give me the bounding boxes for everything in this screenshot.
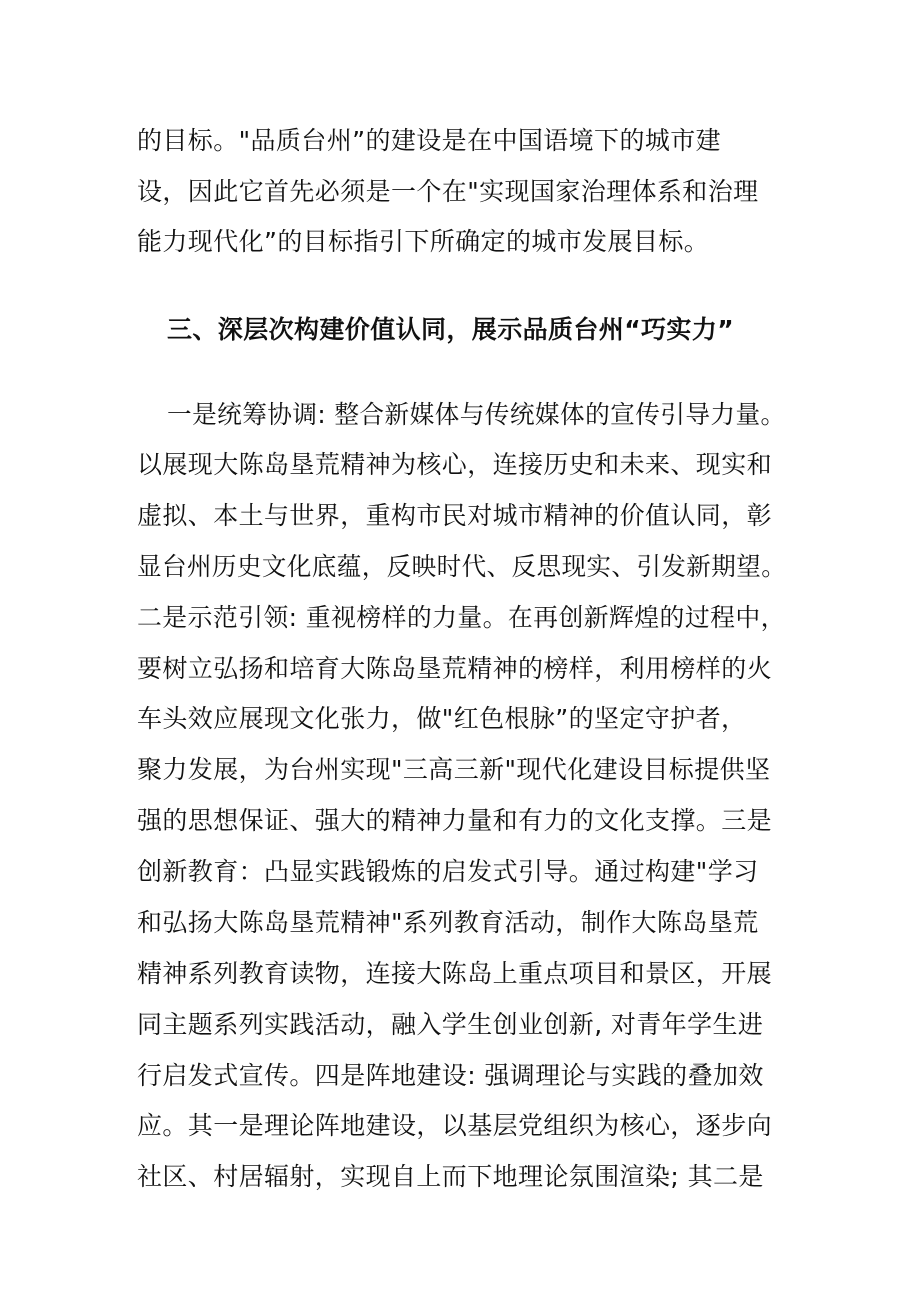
paragraph-2-line-7: 车头效应展现文化张力，做"红色根脉”的坚定守护者，: [137, 704, 747, 733]
paragraph-2-line-14: 行启发式宣传。四是阵地建设: 强调理论与实践的叠加效: [137, 1061, 764, 1090]
paragraph-2-line-3: 虚拟、本土与世界，重构市民对城市精神的价值认同，彰: [137, 501, 773, 530]
paragraph-2-line-6: 要树立弘扬和培育大陈岛垦荒精神的榜样，利用榜样的火: [137, 654, 773, 683]
paragraph-1-line-1: 的目标。"品质台州”的建设是在中国语境下的城市建: [137, 126, 722, 155]
paragraph-2-line-5: 二是示范引领: 重视榜样的力量。在再创新辉煌的过程中，: [137, 603, 786, 632]
paragraph-2-line-12: 精神系列教育读物，连接大陈岛上重点项目和景区，开展: [137, 959, 773, 988]
paragraph-2-line-8: 聚力发展，为台州实现"三高三新"现代化建设目标提供坚: [137, 755, 771, 784]
paragraph-2-line-16: 社区、村居辐射，实现自上而下地理论氛围渲染; 其二是: [137, 1162, 764, 1191]
paragraph-2-line-2: 以展现大陈岛垦荒精神为核心，连接历史和未来、现实和: [137, 450, 773, 479]
paragraph-2-line-13: 同主题系列实践活动，融入学生创业创新, 对青年学生进: [137, 1010, 764, 1039]
section-heading: 三、深层次构建价值认同，展示品质台州“巧实力”: [167, 315, 735, 344]
paragraph-2-line-10: 创新教育：凸显实践锻炼的启发式引导。通过构建"学习: [137, 857, 759, 886]
paragraph-1-line-2: 设，因此它首先必须是一个在"实现国家治理体系和治理: [137, 177, 759, 206]
paragraph-2-line-4: 显台州历史文化底蕴，反映时代、反思现实、引发新期望。: [137, 552, 787, 581]
paragraph-2-line-1: 一是统筹协调: 整合新媒体与传统媒体的宣传引导力量。: [167, 400, 786, 429]
paragraph-2-line-9: 强的思想保证、强大的精神力量和有力的文化支撑。三是: [137, 806, 773, 835]
paragraph-2-line-11: 和弘扬大陈岛垦荒精神"系列教育活动，制作大陈岛垦荒: [137, 908, 759, 937]
paragraph-1-line-3: 能力现代化”的目标指引下所确定的城市发展目标。: [137, 227, 710, 256]
paragraph-2-line-15: 应。其一是理论阵地建设，以基层党组织为核心，逐步向: [137, 1111, 773, 1140]
